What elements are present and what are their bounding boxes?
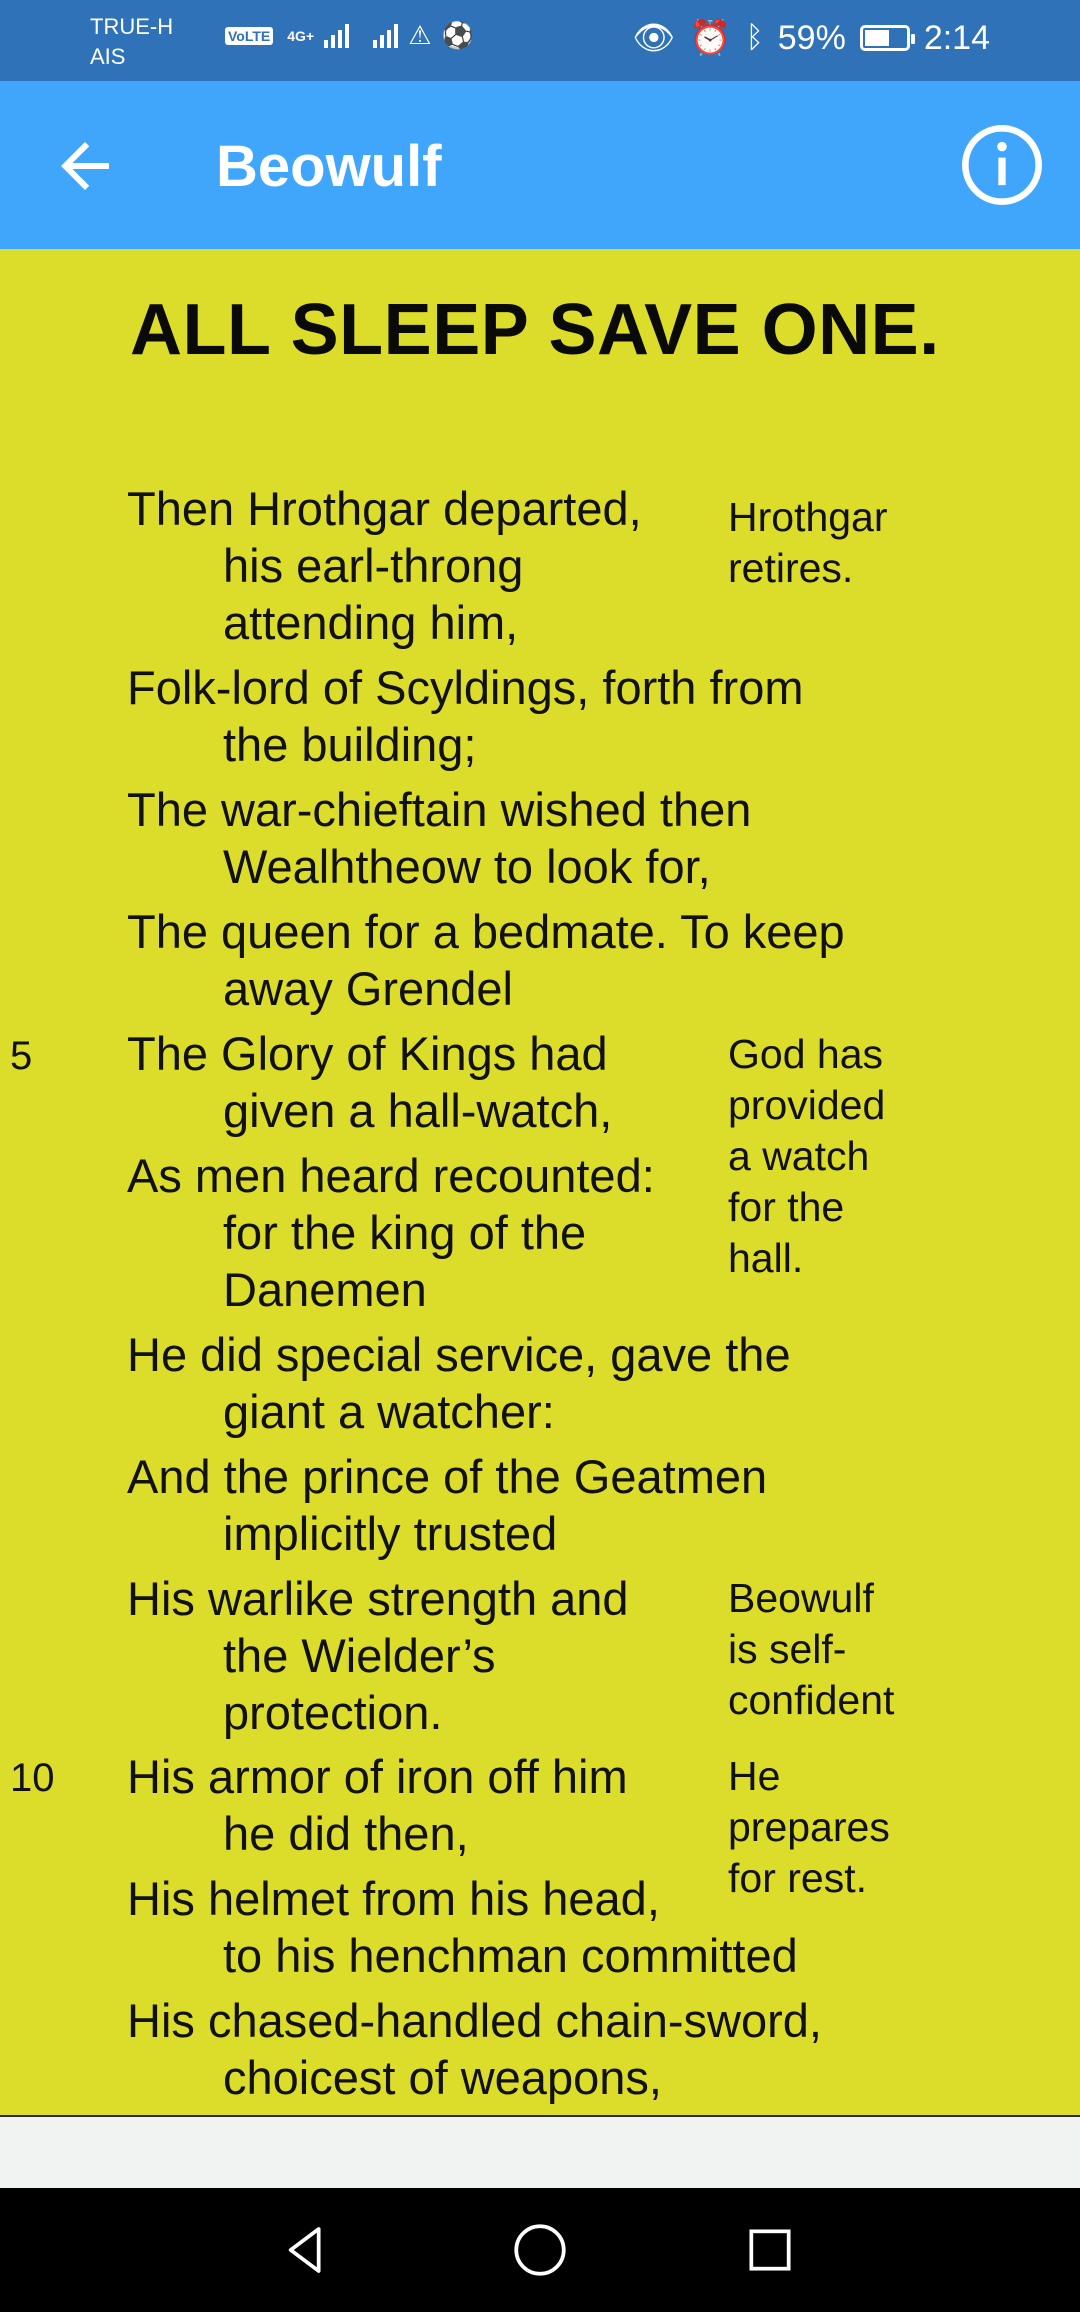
verse-continuation: given a hall-watch,	[223, 1084, 613, 1137]
verse-continuation: the building;	[223, 718, 477, 771]
verse-continuation: away Grendel	[223, 962, 513, 1015]
verse-text: The war-chieftain wished then	[127, 783, 752, 836]
side-note-line: He	[728, 1753, 781, 1799]
verse-text: His helmet from his head,	[127, 1872, 660, 1925]
nav-back-button[interactable]	[267, 2210, 347, 2290]
alarm-icon: ⏰	[689, 19, 732, 57]
side-note-line: confident	[728, 1677, 895, 1723]
battery-icon	[860, 25, 910, 51]
side-note-line: Beowulf	[728, 1575, 874, 1621]
verse-line	[127, 1992, 822, 2106]
verse-line	[127, 480, 642, 651]
info-button[interactable]	[954, 117, 1050, 213]
verse-continuation: choicest of weapons,	[223, 2051, 662, 2104]
verse-line	[127, 1570, 629, 1741]
side-note	[728, 1029, 885, 1284]
verse-text: Then Hrothgar departed,	[127, 482, 642, 535]
verse-line	[127, 781, 751, 895]
side-note-line: Hrothgar	[728, 494, 888, 540]
section-heading: ALL SLEEP SAVE ONE.	[130, 290, 940, 370]
app-bar	[0, 81, 1080, 249]
network-type: 4G+	[287, 27, 315, 44]
verse-text: He did special service, gave the	[127, 1328, 791, 1381]
side-note-line: for rest.	[728, 1855, 867, 1901]
bluetooth-icon: ᛒ	[745, 21, 764, 54]
side-note-line: hall.	[728, 1235, 804, 1281]
side-note-line: is self-	[728, 1626, 847, 1672]
side-note	[728, 492, 888, 594]
verse-line	[127, 1870, 798, 1984]
side-note	[728, 1573, 894, 1726]
verse-text: As men heard recounted:	[127, 1149, 655, 1202]
verse-line	[127, 1748, 628, 1862]
side-note-line: for the	[728, 1184, 845, 1230]
verse-line	[127, 1448, 767, 1562]
back-button[interactable]	[40, 121, 130, 211]
side-note-line: God has	[728, 1031, 883, 1077]
warning-icon: ⚠	[408, 20, 432, 50]
eye-icon: 👁	[632, 19, 676, 57]
verse-continuation: protection.	[223, 1686, 443, 1739]
verse-continuation: to his henchman committed	[223, 1929, 798, 1982]
verse-continuation: the Wielder’s	[223, 1629, 496, 1682]
square-recents-icon	[742, 2222, 798, 2278]
verse-line	[127, 1326, 791, 1440]
verse-line	[127, 1025, 612, 1139]
verse-text: His warlike strength and	[127, 1572, 629, 1625]
status-bar	[0, 0, 1080, 81]
triangle-back-icon	[279, 2222, 335, 2278]
verse-text: His armor of iron off him	[127, 1750, 628, 1803]
side-note-line: retires.	[728, 545, 854, 591]
verse-continuation: Danemen	[223, 1263, 427, 1316]
verse-text: Folk-lord of Scyldings, forth from	[127, 661, 804, 714]
signal-icon	[324, 24, 349, 48]
status-icons-right	[632, 18, 990, 58]
clock: 2:14	[923, 18, 990, 57]
arrow-left-icon	[49, 130, 121, 202]
verse-continuation: for the king of the	[223, 1206, 587, 1259]
side-note-line: provided	[728, 1082, 886, 1128]
circle-home-icon	[510, 2220, 570, 2280]
verse-continuation: giant a watcher:	[223, 1385, 555, 1438]
volte-icon: VoLTE	[225, 27, 273, 45]
line-number: 10	[10, 1756, 55, 1800]
carrier-name-secondary: AIS	[90, 44, 126, 69]
poem-content[interactable]	[0, 249, 1080, 2115]
verse-line	[127, 903, 845, 1017]
verse-text: And the prince of the Geatmen	[127, 1450, 768, 1503]
verse-continuation: he did then,	[223, 1807, 469, 1860]
network-icons	[225, 20, 474, 51]
side-note-line: prepares	[728, 1804, 890, 1850]
verse-line	[127, 659, 804, 773]
side-note	[728, 1751, 890, 1904]
verse-line	[127, 1147, 655, 1318]
verse-continuation: Wealhtheow to look for,	[223, 840, 711, 893]
verse-continuation: implicitly trusted	[223, 1507, 558, 1560]
verse-continuation: his earl-throng	[223, 539, 524, 592]
battery-percent: 59%	[777, 18, 846, 57]
nav-home-button[interactable]	[500, 2210, 580, 2290]
carrier-name: TRUE-H	[90, 14, 174, 39]
line-number: 5	[10, 1034, 33, 1078]
verse-text: The queen for a bedmate. To keep	[127, 905, 845, 958]
bottom-strip	[0, 2115, 1080, 2188]
verse-continuation: attending him,	[223, 596, 519, 649]
navigation-bar	[0, 2188, 1080, 2312]
info-icon	[958, 121, 1046, 209]
verse-text: His chased-handled chain-sword,	[127, 1994, 822, 2047]
nav-recents-button[interactable]	[730, 2210, 810, 2290]
page-title: Beowulf	[216, 134, 442, 199]
side-note-line: a watch	[728, 1133, 870, 1179]
signal-icon-secondary	[373, 24, 398, 48]
ball-icon: ⚽	[441, 20, 474, 50]
verse-text: The Glory of Kings had	[127, 1027, 608, 1080]
